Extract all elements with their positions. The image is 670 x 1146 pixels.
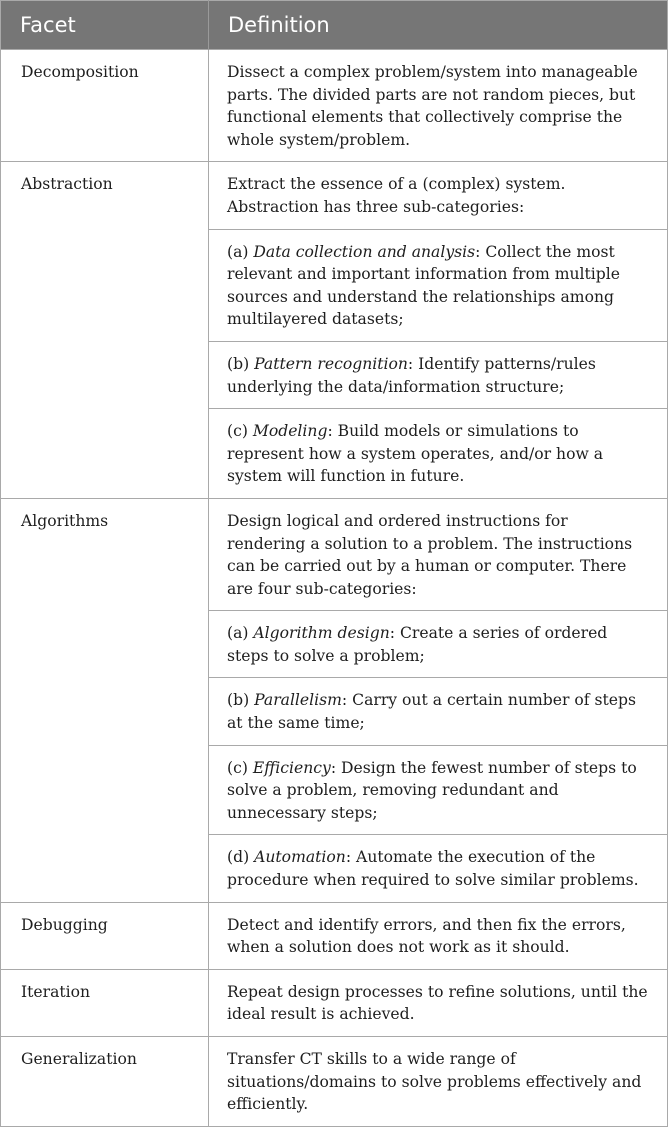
table-row [1, 1037, 668, 1127]
facet-cell: Decomposition [1, 50, 209, 162]
definition-part [209, 341, 667, 408]
subcategory-prefix: (b) [227, 354, 255, 373]
table-row [1, 902, 668, 969]
definition-text: : Create a series of ordered steps to solve a problem; [227, 624, 608, 665]
facet-cell: Generalization [1, 1037, 209, 1127]
definition-text: Repeat design processes to refine solutions, until the ideal result is achieved. [227, 982, 648, 1024]
table-row [1, 162, 668, 499]
subcategory-term: Parallelism [254, 691, 342, 710]
definition-part [209, 499, 667, 610]
definition-part [209, 162, 667, 228]
subcategory-prefix: (b) [227, 691, 255, 710]
definition-cell [209, 1037, 668, 1127]
definition-cell [209, 969, 668, 1036]
definition-part [209, 1037, 667, 1126]
subcategory-term: Data collection and analysis [253, 242, 476, 261]
definition-text: : Collect the most relevant and important information from multiple sources and understand the relationships among multilayered datasets; [227, 242, 620, 329]
definition-part [209, 677, 667, 744]
definition-part [209, 50, 667, 161]
subcategory-term: Modeling [252, 422, 328, 441]
subcategory-prefix: (a) [227, 242, 254, 261]
definition-part [209, 408, 667, 498]
facet-cell: Iteration [1, 969, 209, 1036]
definition-cell [209, 50, 668, 162]
definition-text: Dissect a complex problem/system into manageable parts. The divided parts are not random pieces, but functional elements that collectively comprise the whole system/problem. [227, 63, 638, 149]
definition-text: : Identify patterns/rules underlying the data/information structure; [227, 354, 596, 396]
table-row [1, 50, 668, 162]
facet-cell: Algorithms [1, 498, 209, 902]
definition-text: Extract the essence of a (complex) system. Abstraction has three sub-categories: [227, 175, 566, 216]
facet-column-header: Facet [1, 1, 209, 50]
subcategory-term: Automation [254, 848, 346, 867]
subcategory-prefix: (c) [227, 758, 253, 777]
definition-cell [209, 902, 668, 969]
definition-text: : Design the fewest number of steps to solve a problem, removing redundant and unnecessary steps; [227, 758, 637, 822]
subcategory-prefix: (a) [227, 624, 254, 643]
facet-cell: Abstraction [1, 162, 209, 499]
definition-text: : Automate the execution of the procedure when required to solve similar problems. [227, 848, 639, 890]
subcategory-term: Pattern recognition [254, 354, 408, 373]
subcategory-prefix: (c) [227, 422, 253, 441]
table-row [1, 498, 668, 902]
definition-part [209, 229, 667, 341]
table-header-row [1, 1, 668, 50]
definition-part [209, 834, 667, 901]
definition-part [209, 903, 667, 969]
definition-part [209, 745, 667, 835]
definition-part [209, 970, 667, 1036]
definition-column-header: Definition [209, 1, 668, 50]
definition-text: Detect and identify errors, and then fix the errors, when a solution does not work as it should. [227, 915, 626, 957]
subcategory-prefix: (d) [227, 848, 255, 867]
definition-text: : Build models or simulations to represent how a system operates, and/or how a system will function in future. [227, 422, 604, 486]
definition-part [209, 610, 667, 677]
subcategory-term: Efficiency [252, 758, 331, 777]
definition-text: Transfer CT skills to a wide range of situations/domains to solve problems effectively and efficiently. [227, 1050, 642, 1114]
definition-cell [209, 498, 668, 902]
table-row [1, 969, 668, 1036]
subcategory-term: Algorithm design [253, 624, 390, 643]
table-body [1, 50, 668, 1127]
definition-text: : Carry out a certain number of steps at the same time; [227, 691, 637, 733]
definition-cell [209, 162, 668, 499]
facet-cell: Debugging [1, 902, 209, 969]
definition-text: Design logical and ordered instructions for rendering a solution to a problem. The instructions can be carried out by a human or computer. There are four sub-categories: [227, 511, 633, 598]
